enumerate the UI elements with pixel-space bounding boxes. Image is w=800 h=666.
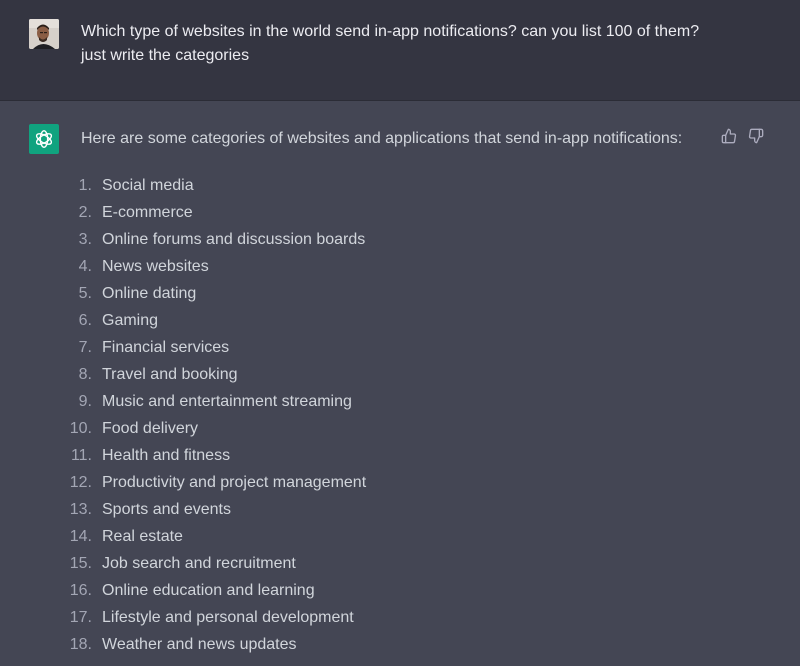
list-item-number: 14. [69,528,92,545]
list-item-number: 10. [69,420,92,437]
list-item-label: Job search and recruitment [102,555,296,572]
list-item-number: 5. [78,285,92,302]
list-item-label: Health and fitness [102,447,231,464]
openai-logo-icon [33,128,55,150]
list-item-number: 18. [69,636,92,653]
list-item-label: Sports and events [102,501,231,518]
list-item-label: Online forums and discussion boards [102,231,366,248]
thumbs-up-icon [721,128,737,144]
list-item-label: Food delivery [102,420,199,437]
user-message-line-1: Which type of websites in the world send in-app notifications? can you list 100 of them? [81,23,700,40]
list-item-number: 3. [78,231,92,248]
list-item-label: Real estate [102,528,183,545]
list-item-label: Music and entertainment streaming [102,393,352,410]
list-item-number: 1. [78,177,92,194]
list-item-number: 4. [78,258,92,275]
user-avatar [29,19,59,49]
list-item-label: Travel and booking [102,366,238,383]
thumbs-down-icon [748,128,764,144]
list-item-number: 6. [78,312,92,329]
assistant-message-row [0,101,800,666]
list-item-label: Online dating [102,285,197,302]
list-item-number: 12. [69,474,92,491]
list-item-number: 11. [70,447,92,464]
list-item-number: 17. [69,609,92,626]
list-item-label: Financial services [102,339,230,356]
list-item-label: Gaming [102,312,159,329]
list-item-number: 8. [78,366,92,383]
user-message-line-2: just write the categories [81,47,250,64]
assistant-avatar [29,124,59,154]
user-message-text [81,20,761,68]
list-item-label: Productivity and project management [102,474,367,491]
list-item-number: 2. [78,204,92,221]
list-item-number: 9. [78,393,92,410]
list-item-number: 7. [78,339,92,356]
list-item-label: News websites [102,258,209,275]
list-item-label: Social media [102,177,194,194]
list-item-label: E-commerce [102,204,193,221]
user-avatar-photo [29,19,59,49]
thumbs-up-button[interactable] [719,126,739,146]
user-message-row [0,0,800,101]
list-item-label: Lifestyle and personal development [102,609,354,626]
list-item-number: 16. [69,582,92,599]
list-item-label: Online education and learning [102,582,315,599]
list-item-label: Weather and news updates [102,636,297,653]
assistant-intro-text: Here are some categories of websites and applications that send in-app notifications: [81,130,683,147]
thumbs-down-button[interactable] [746,126,766,146]
list-item-number: 15. [69,555,92,572]
list-item-number: 13. [69,501,92,518]
